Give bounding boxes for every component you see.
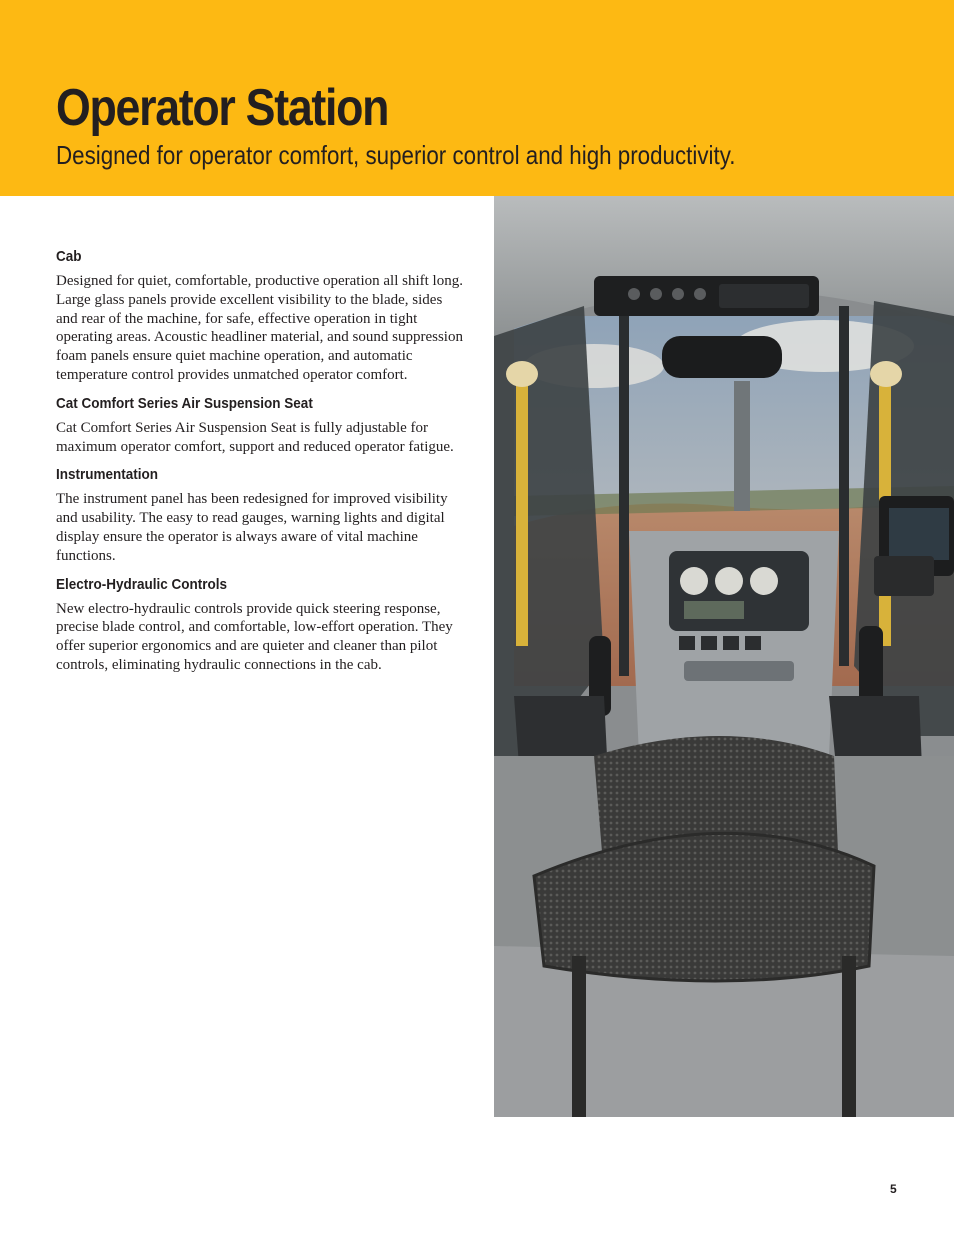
body-text-column	[56, 246, 466, 683]
instrument-panel	[629, 531, 839, 756]
overhead-console	[594, 276, 819, 316]
section-heading: Cab	[56, 248, 82, 265]
section-cab	[56, 246, 466, 385]
section-seat	[56, 393, 466, 457]
section-instrumentation	[56, 464, 466, 565]
section-body: The instrument panel has been redesigned for improved visibility and usability. The easy to read gauges, warning lights and digital display ensure the operator is always aware of vital machine functions.	[56, 491, 448, 564]
section-body: Designed for quiet, comfortable, productive operation all shift long. Large glass panels provide excellent visibility to the blade, sides and rear of the machine, for safe, effective operation in tight operating areas. Acoustic headliner material, and sound suppression foam panels ensure quiet machine operation, and automatic temperature control provides unmatched operator comfort.	[56, 273, 463, 383]
cab-interior-photo	[494, 196, 954, 1117]
header-band	[0, 0, 954, 196]
page-subtitle: Designed for operator comfort, superior control and high productivity.	[56, 140, 736, 170]
exhaust-stack	[734, 381, 750, 511]
section-heading: Instrumentation	[56, 466, 159, 484]
rearview-mirror	[662, 336, 782, 378]
section-body: New electro-hydraulic controls provide quick steering response, precise blade control, and comfortable, low-effort operation. They offer superior ergonomics and are quieter and cleaner than pilot controls, eliminating hydraulic connections in the cab.	[56, 600, 453, 673]
section-heading: Electro-Hydraulic Controls	[56, 575, 228, 593]
page-title: Operator Station	[56, 79, 389, 137]
section-body: Cat Comfort Series Air Suspension Seat is fully adjustable for maximum operator comfort, support and reduced operator fatigue.	[56, 419, 454, 455]
page-number: 5	[890, 1182, 897, 1196]
section-heading: Cat Comfort Series Air Suspension Seat	[56, 394, 313, 412]
section-controls	[56, 574, 466, 675]
